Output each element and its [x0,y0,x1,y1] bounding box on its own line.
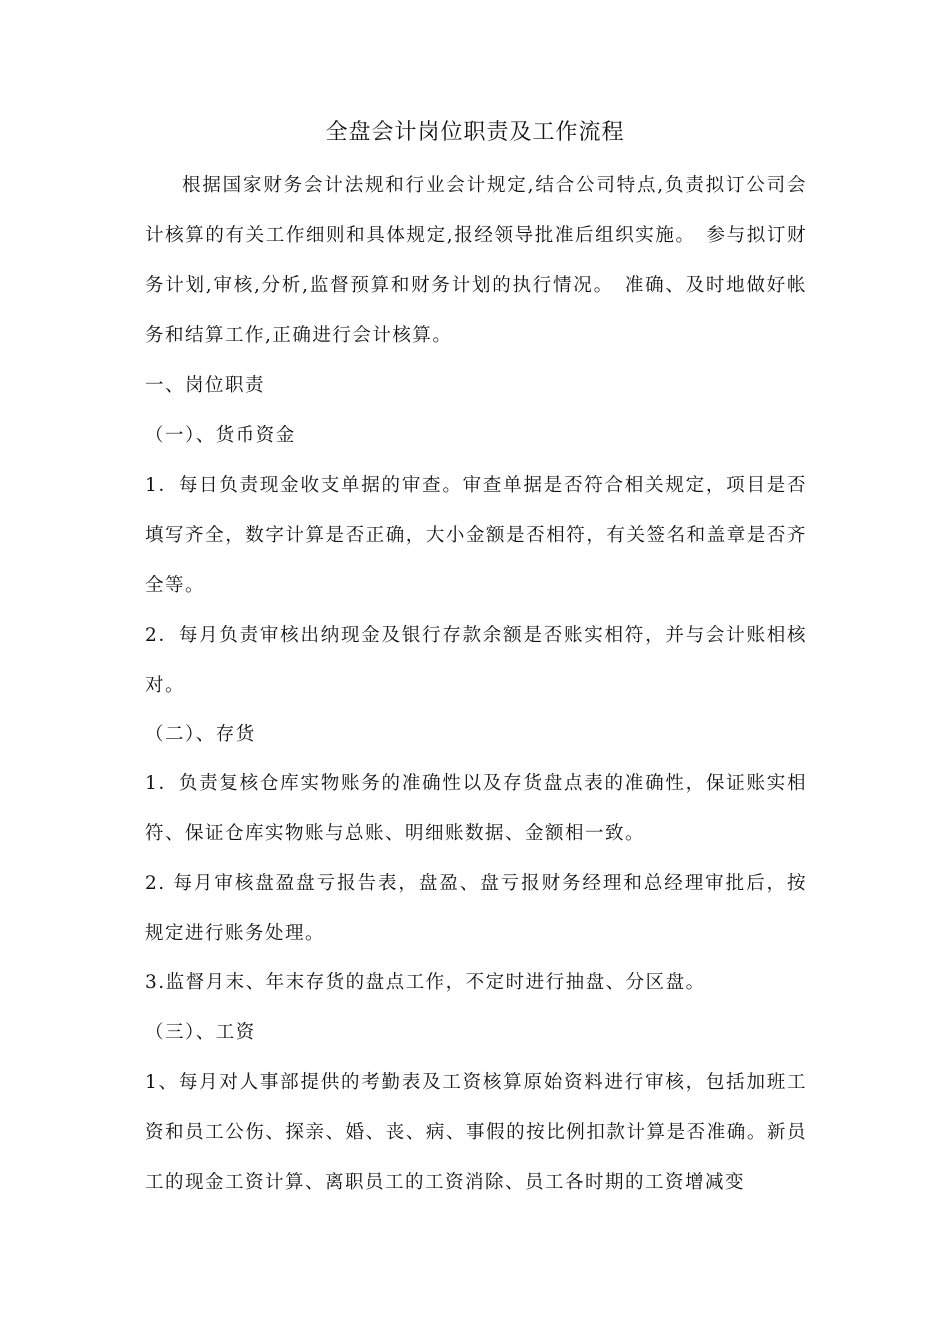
inventory-item-1: 1．负责复核仓库实物账务的准确性以及存货盘点表的准确性，保证账实相符、保证仓库实物账与总账、明细账数据、金额相一致。 [145,773,807,844]
payroll-item-1: 1、每月对人事部提供的考勤表及工资核算原始资料进行审核，包括加班工资和员工公伤、探亲、婚、丧、病、事假的按比例扣款计算是否准确。新员工的现金工资计算、离职员工的工资消除、员工各时期的工资增减变 [145,1072,807,1193]
cash-item-1: 1．每日负责现金收支单据的审查。审查单据是否符合相关规定，项目是否填写齐全，数字计算是否正确，大小金额是否相符，有关签名和盖章是否齐全等。 [145,475,807,596]
document-title: 全盘会计岗位职责及工作流程 [325,120,625,145]
inventory-item-2: 2. 每月审核盘盈盘亏报告表，盘盈、盘亏报财务经理和总经理审批后，按规定进行账务处理。 [145,873,807,944]
payroll-heading: （三）、工资 [145,1022,256,1043]
section-heading: 一、岗位职责 [145,375,266,396]
cash-heading: （一）、货币资金 [145,425,296,446]
intro-paragraph: 根据国家财务会计法规和行业会计规定,结合公司特点,负责拟订公司会计核算的有关工作细则和具体规定,报经领导批准后组织实施。 参与拟订财务计划,审核,分析,监督预算和财务计划的执行情况。 准确、及时地做好帐务和结算工作,正确进行会计核算。 [145,175,807,346]
inventory-item-3: 3.监督月末、年末存货的盘点工作，不定时进行抽盘、分区盘。 [145,972,706,993]
inventory-heading: （二）、存货 [145,724,256,745]
cash-item-2: 2．每月负责审核出纳现金及银行存款余额是否账实相符，并与会计账相核对。 [145,625,807,696]
